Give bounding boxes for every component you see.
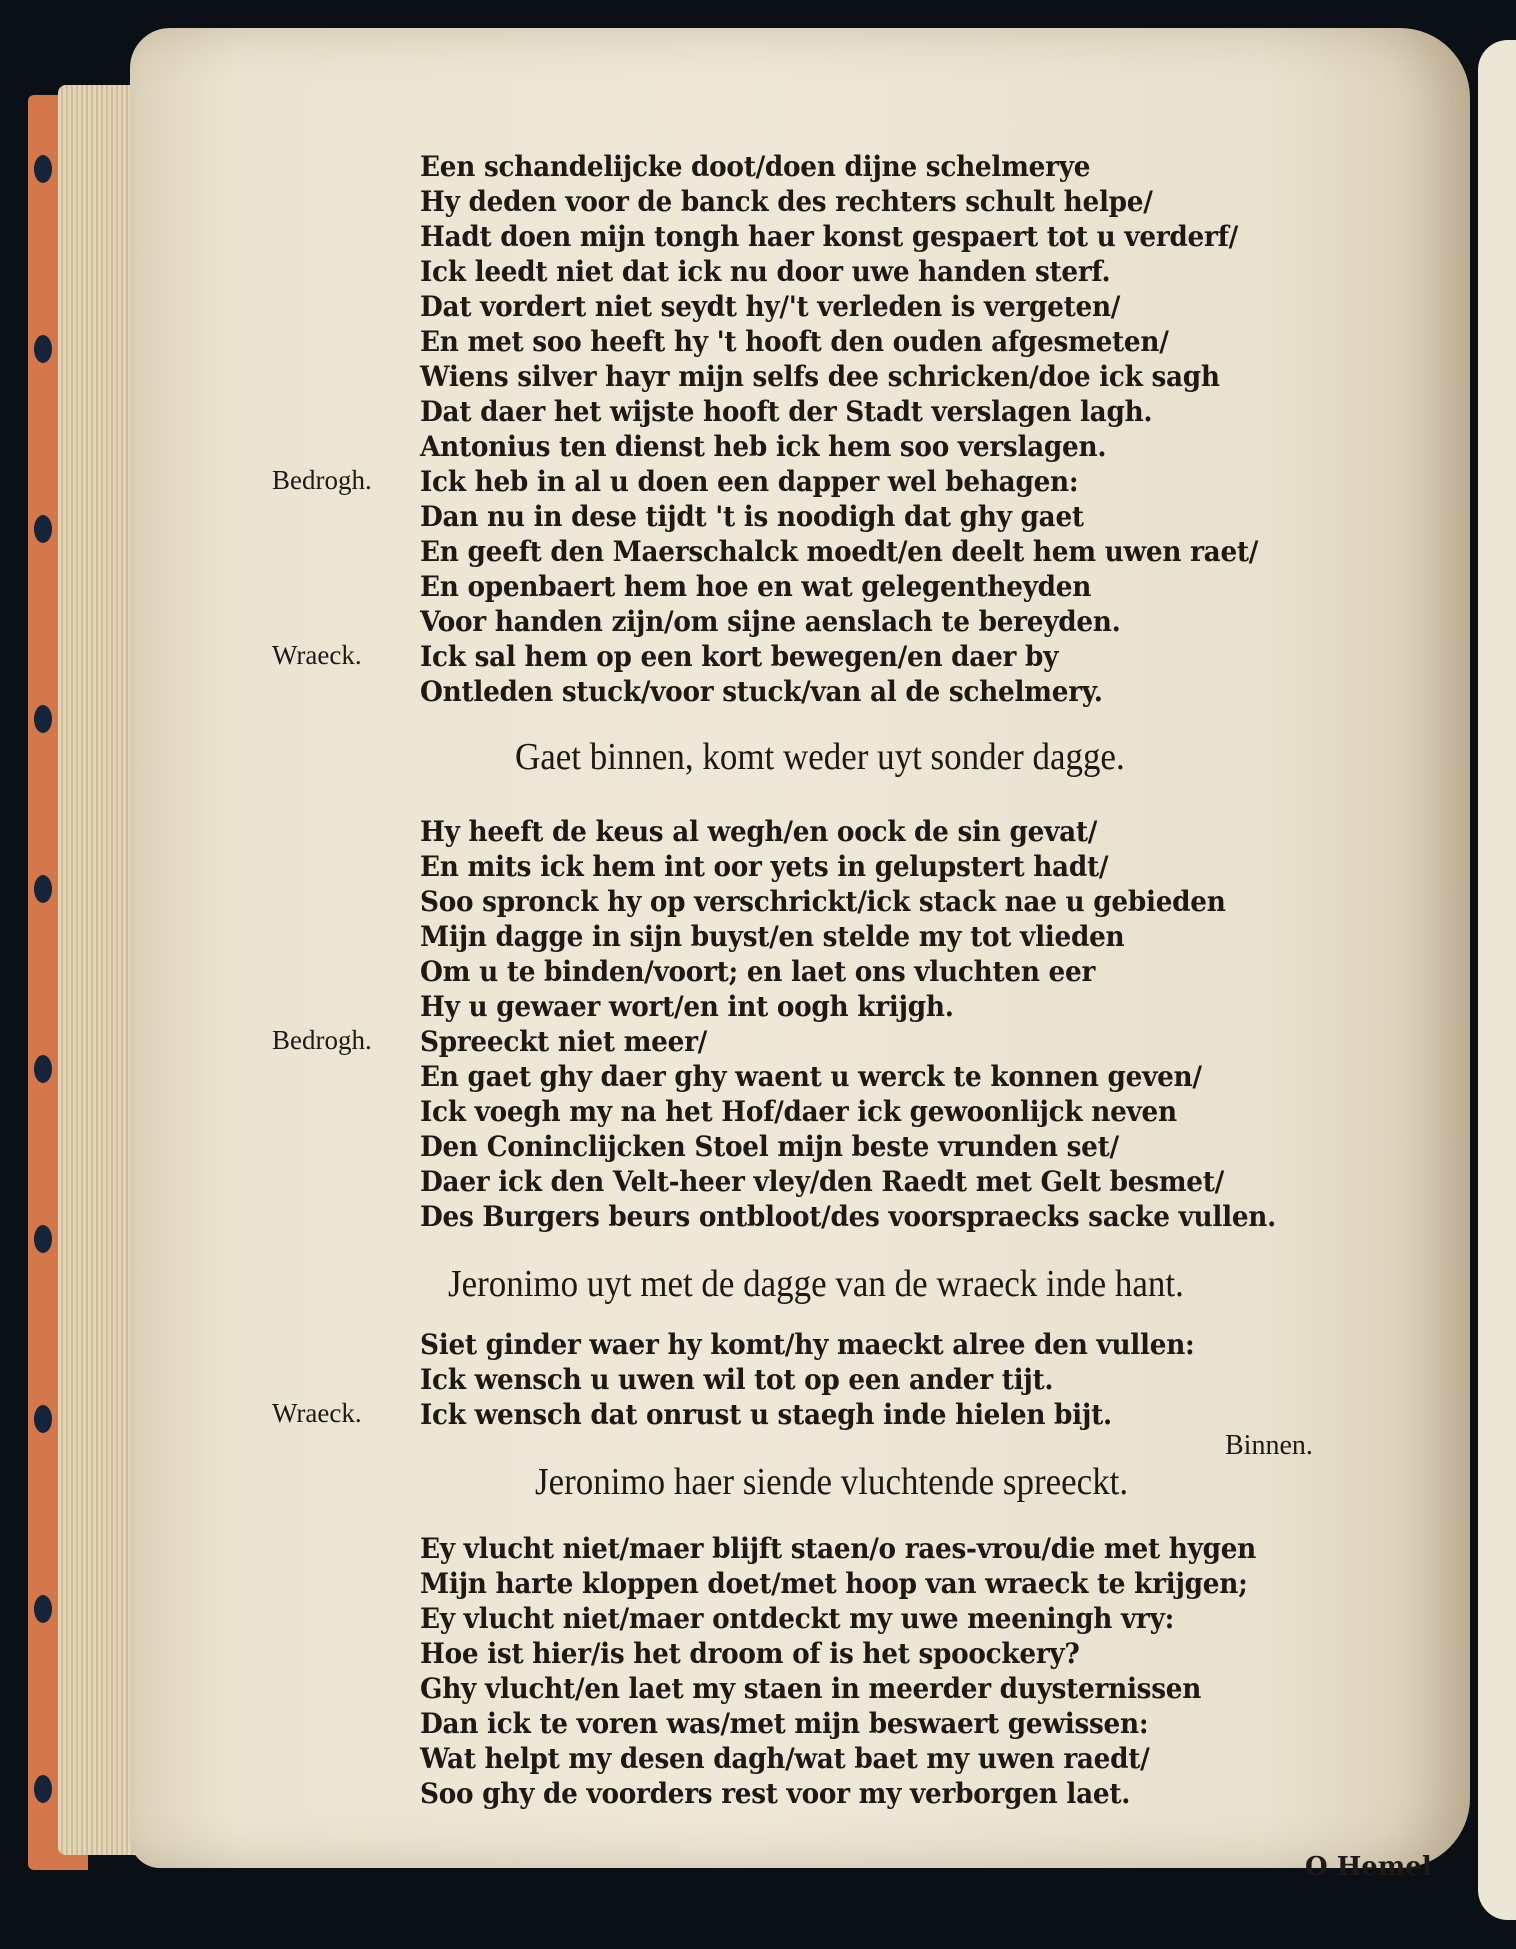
verse-line: Dat vordert niet seydt hy/'t verleden is vergeten/: [420, 290, 1121, 323]
verse-line: Soo ghy de voorders rest voor my verborgen laet.: [420, 1777, 1131, 1810]
marbling-spot: [34, 335, 52, 363]
speaker-label: Wraeck.: [272, 640, 362, 670]
verse-line: Ick wensch u uwen wil tot op een ander tijt.: [420, 1363, 1054, 1396]
speaker-label: Wraeck.: [272, 1398, 362, 1428]
marbling-spot: [34, 515, 52, 543]
verse-line: Spreeckt niet meer/: [420, 1025, 708, 1058]
verse-line: Wat helpt my desen dagh/wat baet my uwen raedt/: [420, 1742, 1150, 1775]
verse-line: Dan ick te voren was/met mijn beswaert gewissen:: [420, 1707, 1149, 1740]
catchword: O Hemel: [1305, 1852, 1432, 1882]
stage-direction: Gaet binnen, komt weder uyt sonder dagge.: [515, 736, 1125, 778]
verse-line: Dat daer het wijste hooft der Stadt verslagen lagh.: [420, 395, 1153, 428]
verse-line: Daer ick den Velt-heer vley/den Raedt met Gelt besmet/: [420, 1165, 1224, 1198]
verse-line: Den Coninclijcken Stoel mijn beste vrunden set/: [420, 1130, 1119, 1163]
facing-page-edge: [1478, 40, 1516, 1920]
verse-line: Voor handen zijn/om sijne aenslach te bereyden.: [420, 605, 1121, 638]
marbling-spot: [34, 875, 52, 903]
verse-line: En gaet ghy daer ghy waent u werck te konnen geven/: [420, 1060, 1202, 1093]
marbling-spot: [34, 1595, 52, 1623]
verse-line: En geeft den Maerschalck moedt/en deelt hem uwen raet/: [420, 535, 1259, 568]
verse-line: Hy u gewaer wort/en int oogh krijgh.: [420, 990, 954, 1023]
verse-line: Des Burgers beurs ontbloot/des voorspraecks sacke vullen.: [420, 1200, 1277, 1233]
verse-line: Hoe ist hier/is het droom of is het spoockery?: [420, 1637, 1080, 1670]
verse-line: Hy deden voor de banck des rechters schult helpe/: [420, 185, 1153, 218]
verse-line: En met soo heeft hy 't hooft den ouden afgesmeten/: [420, 325, 1169, 358]
verse-line: Ick wensch dat onrust u staegh inde hielen bijt.: [420, 1398, 1112, 1431]
speaker-label: Bedrogh.: [272, 465, 372, 495]
marbling-spot: [34, 1405, 52, 1433]
verse-line: Ick heb in al u doen een dapper wel behagen:: [420, 465, 1079, 498]
stage-direction: Jeronimo haer siende vluchtende spreeckt.: [535, 1461, 1129, 1503]
verse-line: En openbaert hem hoe en wat gelegentheyden: [420, 570, 1092, 603]
verse-line: Ontleden stuck/voor stuck/van al de schelmery.: [420, 675, 1103, 708]
verse-line: Dan nu in dese tijdt 't is noodigh dat ghy gaet: [420, 500, 1084, 533]
marbling-spot: [34, 705, 52, 733]
verse-line: Siet ginder waer hy komt/hy maeckt alree den vullen:: [420, 1328, 1195, 1361]
verse-line: Hadt doen mijn tongh haer konst gespaert tot u verderf/: [420, 220, 1238, 253]
verse-line: Een schandelijcke doot/doen dijne schelmerye: [420, 150, 1091, 183]
verse-line: En mits ick hem int oor yets in gelupstert hadt/: [420, 850, 1109, 883]
verse-line: Antonius ten dienst heb ick hem soo verslagen.: [420, 430, 1107, 463]
speaker-label: Bedrogh.: [272, 1025, 372, 1055]
verse-line: Mijn dagge in sijn buyst/en stelde my tot vlieden: [420, 920, 1125, 953]
marbling-spot: [34, 155, 52, 183]
marbling-spot: [34, 1775, 52, 1803]
verse-line: Ey vlucht niet/maer blijft staen/o raes-vrou/die met hygen: [420, 1532, 1257, 1565]
verse-line: Ghy vlucht/en laet my staen in meerder duysternissen: [420, 1672, 1202, 1705]
exit-note: Binnen.: [1225, 1430, 1313, 1461]
verse-line: Mijn harte kloppen doet/met hoop van wraeck te krijgen;: [420, 1567, 1248, 1600]
verse-line: Soo spronck hy op verschrickt/ick stack nae u gebieden: [420, 885, 1226, 918]
verse-line: Wiens silver hayr mijn selfs dee schricken/doe ick sagh: [420, 360, 1220, 393]
verse-line: Hy heeft de keus al wegh/en oock de sin gevat/: [420, 815, 1098, 848]
marbling-spot: [34, 1225, 52, 1253]
verse-line: Om u te binden/voort; en laet ons vluchten eer: [420, 955, 1096, 988]
marbling-spot: [34, 1055, 52, 1083]
verse-line: Ey vlucht niet/maer ontdeckt my uwe meeningh vry:: [420, 1602, 1175, 1635]
verse-line: Ick sal hem op een kort bewegen/en daer by: [420, 640, 1059, 673]
stage-direction: Jeronimo uyt met de dagge van de wraeck inde hant.: [448, 1263, 1184, 1305]
verse-line: Ick leedt niet dat ick nu door uwe handen sterf.: [420, 255, 1111, 288]
verse-line: Ick voegh my na het Hof/daer ick gewoonlijck neven: [420, 1095, 1177, 1128]
